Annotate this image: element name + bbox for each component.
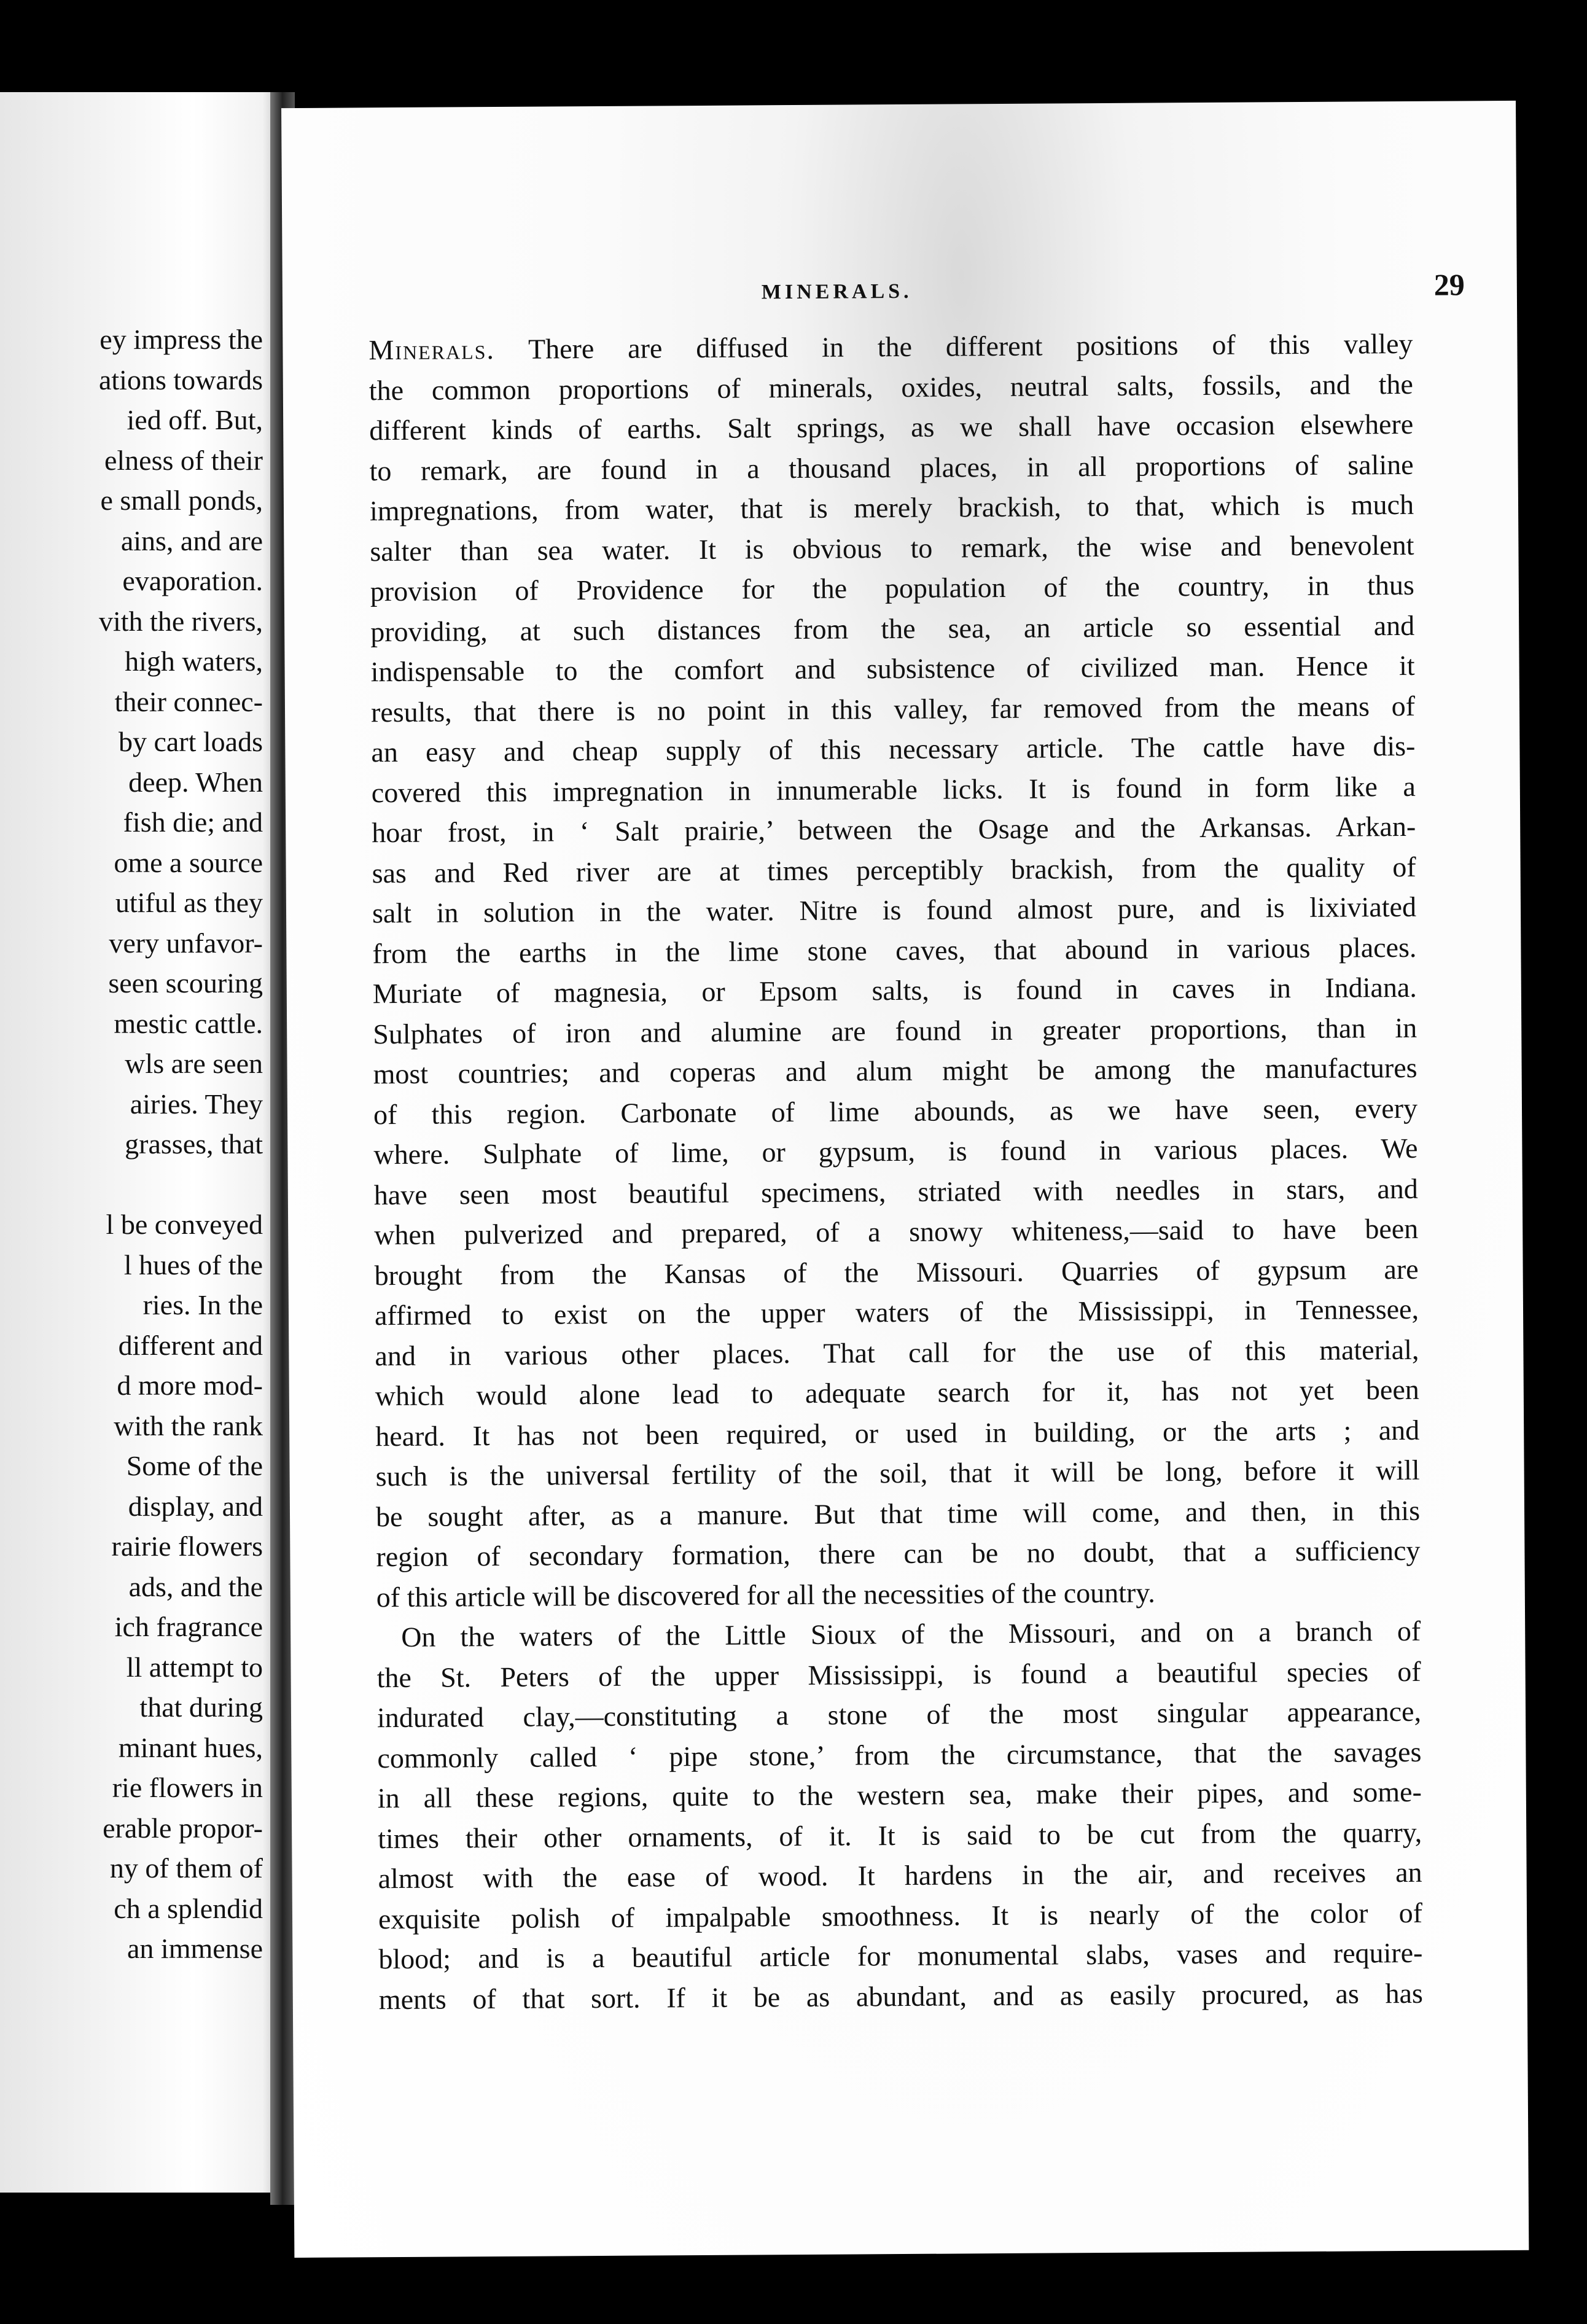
text-line: where. Sulphate of lime, or gypsum, is found in various places. We	[373, 1132, 1418, 1171]
text-line: l be conveyed	[106, 1209, 263, 1240]
text-line: ads, and the	[128, 1570, 263, 1602]
section-lead: Minerals.	[368, 333, 496, 366]
text-line: covered this impregnation in innumerable licks. It is found in form like a	[371, 770, 1416, 808]
text-line: ments of that sort. If it be as abundant, and as easily procured, as has	[378, 1977, 1423, 2015]
text-line: On the waters of the Little Sioux of the Missouri, and on a branch of	[401, 1615, 1421, 1653]
text-line: commonly called ‘ pipe stone,’ from the circumstance, that the savages	[377, 1736, 1422, 1774]
text-line: most countries; and coperas and alum might be among the manufactures	[373, 1051, 1417, 1090]
text-line-gap	[99, 1164, 263, 1205]
text-line: providing, at such distances from the sea, an article so essential and	[370, 609, 1415, 647]
text-line: which would alone lead to adequate search for it, has not yet been	[375, 1373, 1419, 1412]
text-line: ch a splendid	[114, 1892, 263, 1924]
text-line: the St. Peters of the upper Mississippi, is found a beautiful species of	[376, 1655, 1421, 1693]
text-line: by cart loads	[118, 726, 263, 757]
text-line: impregnations, from water, that is merely brackish, to that, which is much	[369, 488, 1414, 527]
text-line: e small ponds,	[100, 485, 263, 516]
text-line: their connec-	[114, 685, 263, 717]
text-line: indurated clay,—constituting a stone of the most singular appearance,	[376, 1695, 1422, 1734]
text-line: rie flowers in	[112, 1772, 263, 1803]
text-line: different and	[118, 1329, 263, 1361]
text-line: minant hues,	[118, 1731, 263, 1763]
text-line: from the earths in the lime stone caves, that abound in various places.	[372, 931, 1417, 969]
text-line: utiful as they	[115, 887, 263, 918]
text-line: ome a source	[114, 846, 263, 878]
text-line: be sought after, as a manure. But that time will come, and then, in this	[375, 1494, 1421, 1532]
text-line: exquisite polish of impalpable smoothness. It is nearly of the color of	[378, 1897, 1423, 1935]
text-line: region of secondary formation, there can be no doubt, that a sufficiency	[376, 1534, 1421, 1573]
text-line: ries. In the	[142, 1289, 263, 1320]
text-line: deep. When	[128, 766, 263, 798]
text-line: to remark, are found in a thousand places, in all proportions of saline	[369, 448, 1414, 486]
text-line: evaporation.	[122, 565, 263, 596]
text-line: ey impress the	[99, 324, 263, 355]
text-line: different kinds of earths. Salt springs, as we shall have occasion elsewhere	[369, 408, 1414, 446]
text-line: ations towards	[98, 364, 263, 396]
text-line: with the rank	[114, 1410, 263, 1441]
facing-page-text	[99, 319, 263, 1969]
text-line: wls are seen	[125, 1048, 263, 1079]
text-line: mestic cattle.	[114, 1007, 263, 1039]
text-line: Minerals. There are diffused in the different positions of this valley	[368, 327, 1413, 366]
text-line: salt in solution in the water. Nitre is found almost pure, and is lixiviated	[372, 891, 1417, 929]
text-line: an immense	[127, 1933, 263, 1964]
facing-page-fragment	[0, 92, 276, 2193]
text-line: ied off. But,	[127, 404, 263, 435]
text-line: almost with the ease of wood. It hardens in the air, and receives an	[378, 1856, 1422, 1895]
text-line: an easy and cheap supply of this necessary article. The cattle have dis-	[371, 730, 1416, 768]
text-line: times their other ornaments, of it. It is said to be cut from the quarry,	[378, 1816, 1422, 1854]
text-line: have seen most beautiful specimens, striated with needles in stars, and	[373, 1172, 1418, 1211]
text-line: affirmed to exist on the upper waters of the Mississippi, in Tennessee,	[374, 1293, 1419, 1332]
text-line: hoar frost, in ‘ Salt prairie,’ between the Osage and the Arkansas. Arkan-	[372, 810, 1416, 849]
book-page	[281, 101, 1529, 2258]
text-line: ains, and are	[120, 524, 263, 556]
text-line: ll attempt to	[126, 1651, 263, 1683]
text-line: heard. It has not been required, or used in building, or the arts ; and	[375, 1414, 1420, 1452]
text-line: and in various other places. That call for the use of this material,	[375, 1333, 1419, 1371]
page-number: 29	[1433, 267, 1465, 302]
text-line: of this region. Carbonate of lime abounds, as we have seen, every	[373, 1092, 1418, 1130]
text-line: vith the rivers,	[99, 605, 263, 637]
text-line: Sulphates of iron and alumine are found in greater proportions, than in	[373, 1012, 1417, 1050]
text-line: indispensable to the comfort and subsistence of civilized man. Hence it	[370, 649, 1415, 688]
text-line: Muriate of magnesia, or Epsom salts, is found in caves in Indiana.	[372, 971, 1417, 1010]
text-line: grasses, that	[125, 1128, 263, 1160]
text-line: rairie flowers	[111, 1530, 263, 1562]
text-line: ny of them of	[109, 1852, 263, 1884]
text-line: fish die; and	[123, 806, 263, 838]
text-line: l hues of the	[123, 1249, 263, 1281]
text-line: d more mod-	[117, 1370, 263, 1401]
text-line: very unfavor-	[109, 927, 263, 959]
text-line: erable propor-	[103, 1812, 263, 1844]
text-line: Some of the	[126, 1450, 263, 1481]
text-line: airies. They	[130, 1088, 263, 1120]
text-line: blood; and is a beautiful article for monumental slabs, vases and require-	[378, 1936, 1423, 1975]
text-line: such is the universal fertility of the soil, that it will be long, before it will	[375, 1454, 1420, 1492]
text-line: in all these regions, quite to the western sea, make their pipes, and some-	[377, 1776, 1422, 1814]
page-body	[368, 324, 1423, 2019]
text-line: when pulverized and prepared, of a snowy whiteness,—said to have been	[374, 1212, 1419, 1251]
text-line: that during	[139, 1691, 263, 1723]
text-line: elness of their	[104, 444, 263, 476]
text-line: the common proportions of minerals, oxides, neutral salts, fossils, and the	[368, 368, 1413, 406]
running-head: MINERALS.	[761, 279, 913, 304]
text-line: provision of Providence for the population of the country, in thus	[370, 569, 1414, 607]
text-line: of this article will be discovered for all the necessities of the country.	[376, 1576, 1155, 1613]
text-line: ich fragrance	[114, 1611, 263, 1642]
text-line: salter than sea water. It is obvious to remark, the wise and benevolent	[370, 529, 1414, 567]
text-line: results, that there is no point in this valley, far removed from the means of	[370, 690, 1416, 728]
text-line: seen scouring	[108, 967, 263, 999]
text-line: sas and Red river are at times perceptibly brackish, from the quality of	[372, 851, 1416, 889]
text-line: high waters,	[125, 645, 263, 677]
text-line: brought from the Kansas of the Missouri. Quarries of gypsum are	[374, 1253, 1419, 1291]
text-line: display, and	[128, 1490, 263, 1522]
